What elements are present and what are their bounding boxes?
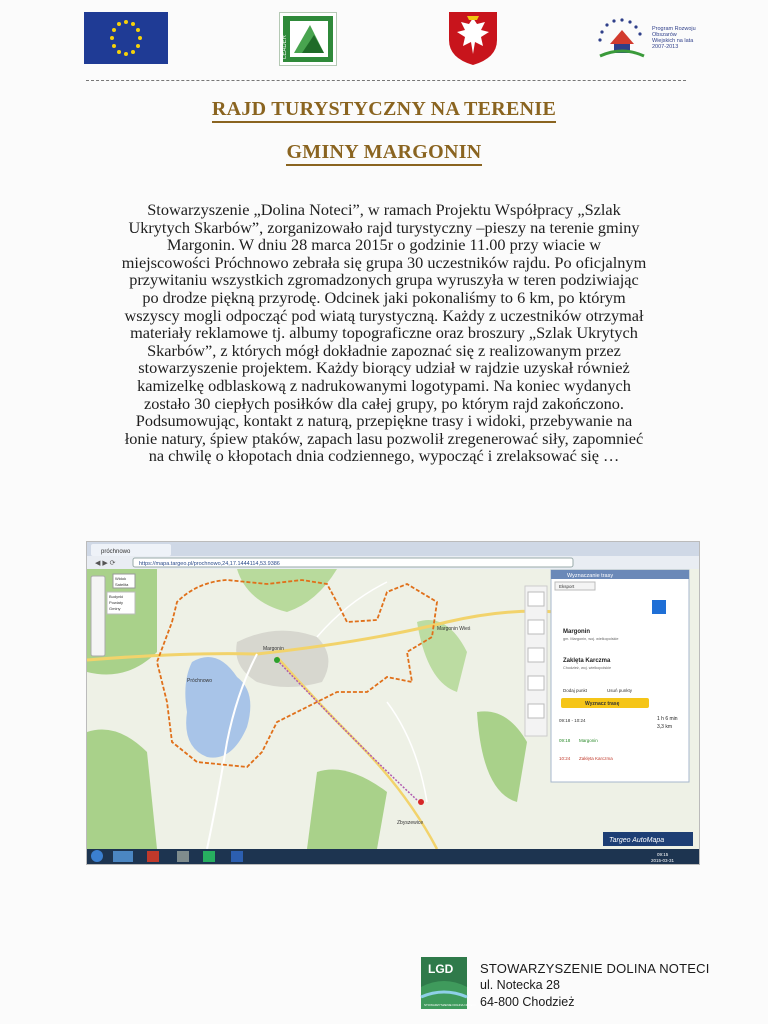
prow-logo-text: Program Rozwoju Obszarów Wiejskich na lata 2007-2013 (652, 26, 696, 50)
layer-item: Budynki (109, 594, 124, 599)
body-line: na chwilę o kłopotach dnia codziennego, wypocząć i zrelaksować się … (148, 446, 620, 466)
body-line: miejscowości Próchnowo zebrała się grupa 30 uczestników rajdu. Po oficjalnym (121, 252, 647, 272)
header-divider (86, 80, 686, 81)
end-marker (418, 799, 424, 805)
walk-mode-icon (652, 600, 666, 614)
body-line: Podsumowując, kontakt z naturą, przepiękne trasy i widoki, przebywanie na (135, 411, 633, 431)
route-panel-title: Wyznaczanie trasy (567, 573, 614, 579)
place-label: Zbyszewice (397, 820, 424, 826)
leader-logo (279, 12, 337, 66)
remove-points-link: Usuń punkty (607, 688, 633, 693)
route-end: Zaklęta Karczma (563, 658, 611, 664)
body-line: Stowarzyszenie „Dolina Noteci”, w ramach Projektu Współpracy „Szlak (147, 200, 621, 219)
start-button-icon (91, 850, 103, 862)
body-line: Margonin. W dniu 28 marca 2015r o godzinie 11.00 przy wiacie w (167, 235, 601, 255)
footer-org: STOWARZYSZENIE DOLINA NOTECI (480, 961, 710, 976)
article-body (84, 201, 684, 465)
body-line: Skarbów”, z których mógł dokładnie zapoznać się z realizowanym przez (147, 340, 621, 360)
footer-address (480, 960, 710, 1011)
body-line: stowarzyszenie projektem. Każdy biorący udział w rajdzie uzyskał również (138, 358, 630, 378)
route-mode-select: Eksport (559, 584, 575, 589)
route-panel (551, 570, 689, 782)
eu-flag-logo (84, 12, 168, 64)
footer-city: 64-800 Chodzież (480, 995, 575, 1009)
body-line: wszyscy mogli odpocząć pod wiatą turystyczną. Każdy z uczestników otrzymał (124, 305, 644, 325)
page-title (0, 98, 768, 121)
title-line-2: GMINY MARGONIN (286, 141, 481, 166)
route-start: Margonin (563, 629, 590, 635)
route-end-detail: Chodzież, woj. wielkopolskie (563, 666, 612, 670)
body-line: po drodze piękną przyrodę. Odcinek jaki pokonaliśmy to 6 km, po którym (142, 287, 626, 307)
body-line: łonie natury, śpiew ptaków, zapach lasu pozwolił zregenerować siły, zapomnieć (124, 428, 644, 448)
wielkopolska-crest-logo (445, 10, 501, 66)
back-icon: ◀ ▶ ⟳ (95, 560, 116, 567)
place-label: Margonin (263, 646, 284, 652)
start-marker (274, 657, 280, 663)
tray-time: 09:15 (657, 852, 669, 857)
map-screenshot (86, 541, 700, 865)
targeo-brand: Targeo AutoMapa (609, 837, 665, 844)
route-duration: 1 h 6 min (657, 716, 678, 722)
place-label: Próchnowo (187, 678, 213, 684)
map-mode-satellite: Satelita (115, 582, 129, 587)
step-time: 09:18 (559, 738, 571, 743)
compute-route-label: Wyznacz trasę (585, 701, 620, 707)
route-start-detail: gm. Margonin, woj. wielkopolskie (563, 637, 619, 641)
lgd-logo-sub: STOWARZYSZENIE DOLINA NOTECI (424, 1003, 476, 1007)
layer-item: Gminy (109, 606, 121, 611)
footer-street: ul. Notecka 28 (480, 978, 560, 992)
step-place: Margonin (579, 738, 598, 743)
tray-date: 2015-03-31 (651, 858, 675, 863)
layer-item: Powiaty (109, 600, 124, 605)
map-mode-view: Widok (115, 576, 127, 581)
add-point-link: Dodaj punkt (563, 688, 588, 693)
body-line: kamizelkę odblaskową z nadrukowanymi logotypami. Na koniec wydanych (137, 375, 631, 395)
prow-logo (592, 10, 698, 64)
place-label: Margonin Wieś (437, 626, 471, 632)
browser-tab-title: próchnowo (101, 549, 131, 555)
browser-url: https://mapa.targeo.pl/prochnowo,24,17.1444114,53.9386 (139, 561, 280, 567)
lgd-logo-text: LGD (428, 962, 454, 976)
zoom-slider (91, 576, 105, 656)
step-time: 10:24 (559, 756, 571, 761)
step-place: Zaklęta Karczma (579, 756, 613, 761)
leader-logo-text: LEADER (282, 34, 288, 59)
route-distance: 3,3 km (657, 724, 673, 730)
title-line-1: RAJD TURYSTYCZNY NA TERENIE (212, 98, 556, 123)
lgd-logo (421, 957, 476, 1009)
body-line: zostało 30 ciepłych posiłków dla całej grupy, po którym rajd zakończono. (143, 393, 624, 413)
body-line: przywitaniu wszystkich zgromadzonych grupa wyruszyła w teren podziwiając (129, 270, 639, 290)
page-subtitle (0, 141, 768, 164)
route-time-range: 09:18 - 10:24 (559, 718, 586, 723)
body-line: Ukrytych Skarbów”, zorganizowało rajd turystyczny –pieszy na terenie gminy (128, 217, 640, 237)
body-line: materiały reklamowe tj. albumy topograficzne oraz broszury „Szlak Ukrytych (130, 323, 638, 343)
